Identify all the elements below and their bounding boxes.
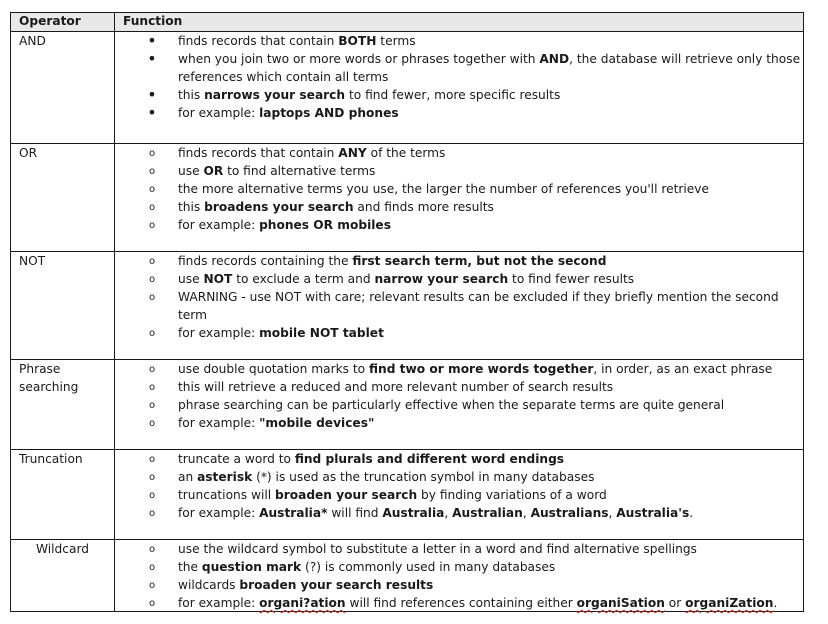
list-item bbox=[123, 486, 803, 504]
bold-text: Australian bbox=[452, 506, 523, 520]
bullet-circle-icon: o bbox=[148, 598, 156, 609]
bullet-circle-icon: o bbox=[148, 544, 156, 555]
bold-text: Australia* bbox=[259, 506, 328, 520]
function-list bbox=[123, 540, 803, 612]
text: the more alternative terms you use, the larger the number of references you'll retrieve bbox=[178, 182, 709, 196]
function-cell bbox=[115, 32, 803, 143]
text: WARNING - use NOT with care; relevant results can be excluded if they briefly mention the second term bbox=[178, 290, 779, 322]
bold-text: "mobile devices" bbox=[259, 416, 375, 430]
text: wildcards bbox=[178, 578, 240, 592]
list-item bbox=[123, 414, 803, 432]
bold-text: question mark bbox=[201, 560, 302, 574]
table-header-row bbox=[11, 13, 803, 31]
bullet-disc-icon: • bbox=[147, 85, 157, 104]
text: phrase searching can be particularly effective when the separate terms are quite general bbox=[178, 398, 725, 412]
list-item bbox=[123, 558, 803, 576]
bold-text: phones OR mobiles bbox=[259, 218, 391, 232]
bullet-circle-icon: o bbox=[148, 256, 156, 267]
text: for example: bbox=[178, 326, 260, 340]
text: (?) is commonly used in many databases bbox=[301, 560, 556, 574]
header-function: Function bbox=[123, 14, 183, 28]
text: finds records containing the bbox=[178, 254, 353, 268]
bold-text: Australia's bbox=[616, 506, 690, 520]
list-item bbox=[123, 576, 803, 594]
text: , bbox=[608, 506, 617, 520]
text: to find alternative terms bbox=[223, 164, 376, 178]
text: of the terms bbox=[366, 146, 446, 160]
function-cell bbox=[115, 252, 803, 359]
text: . bbox=[689, 506, 694, 520]
function-list bbox=[123, 360, 803, 432]
text: , the database will retrieve only those references which contain all terms bbox=[178, 52, 801, 84]
bold-text: broaden your search results bbox=[239, 578, 434, 592]
function-cell bbox=[115, 360, 803, 449]
table-row-or bbox=[11, 143, 803, 251]
text: to find fewer, more specific results bbox=[345, 88, 561, 102]
text: the bbox=[178, 560, 202, 574]
boolean-operators-table bbox=[10, 12, 804, 612]
table-row-wildcard bbox=[11, 539, 803, 611]
function-cell bbox=[115, 450, 803, 539]
list-item bbox=[123, 540, 803, 558]
bullet-circle-icon: o bbox=[148, 400, 156, 411]
bullet-circle-icon: o bbox=[148, 364, 156, 375]
bullet-circle-icon: o bbox=[148, 292, 156, 303]
bold-text: organiZation bbox=[685, 596, 774, 610]
function-list bbox=[123, 32, 803, 122]
text: an bbox=[178, 470, 198, 484]
text: and finds more results bbox=[353, 200, 494, 214]
bullet-circle-icon: o bbox=[148, 166, 156, 177]
list-item bbox=[123, 180, 803, 198]
text: will find references containing either bbox=[345, 596, 577, 610]
bullet-disc-icon: • bbox=[147, 49, 157, 68]
list-item bbox=[123, 360, 803, 378]
operator-cell: Truncation bbox=[11, 450, 115, 539]
bold-text: narrow your search bbox=[374, 272, 509, 286]
function-list bbox=[123, 252, 803, 342]
operator-cell: OR bbox=[11, 144, 115, 251]
list-item bbox=[123, 104, 803, 122]
text: . bbox=[773, 596, 778, 610]
bullet-circle-icon: o bbox=[148, 580, 156, 591]
bullet-circle-icon: o bbox=[148, 328, 156, 339]
bold-text: broaden your search bbox=[274, 488, 418, 502]
operator-cell: NOT bbox=[11, 252, 115, 359]
bullet-circle-icon: o bbox=[148, 562, 156, 573]
bullet-circle-icon: o bbox=[148, 418, 156, 429]
bold-text: BOTH bbox=[338, 34, 377, 48]
list-item bbox=[123, 594, 803, 612]
operator-cell: Phrase searching bbox=[11, 360, 115, 449]
list-item bbox=[123, 378, 803, 396]
text: , in order, as an exact phrase bbox=[593, 362, 773, 376]
bold-text: ANY bbox=[338, 146, 367, 160]
table-row-phrase-searching bbox=[11, 359, 803, 449]
list-item bbox=[123, 468, 803, 486]
text: use the wildcard symbol to substitute a letter in a word and find alternative spellings bbox=[178, 542, 697, 556]
table-row-not bbox=[11, 251, 803, 359]
text: use bbox=[178, 272, 204, 286]
bold-text: narrows your search bbox=[204, 88, 346, 102]
bold-text: NOT bbox=[203, 272, 233, 286]
text: for example: bbox=[178, 106, 260, 120]
bullet-circle-icon: o bbox=[148, 202, 156, 213]
list-item bbox=[123, 396, 803, 414]
text: finds records that contain bbox=[178, 34, 339, 48]
text: , bbox=[444, 506, 453, 520]
bold-text: Australia bbox=[382, 506, 445, 520]
list-item bbox=[123, 86, 803, 104]
bold-text: OR bbox=[203, 164, 224, 178]
list-item bbox=[123, 50, 803, 86]
list-item bbox=[123, 270, 803, 288]
table-row-truncation bbox=[11, 449, 803, 539]
bullet-disc-icon: • bbox=[147, 31, 157, 50]
text: this bbox=[178, 88, 205, 102]
text: truncate a word to bbox=[178, 452, 295, 466]
text: use bbox=[178, 164, 204, 178]
function-cell bbox=[115, 540, 803, 611]
bullet-circle-icon: o bbox=[148, 382, 156, 393]
text: for example: bbox=[178, 416, 260, 430]
bold-text: first search term, but not the second bbox=[352, 254, 607, 268]
text: this will retrieve a reduced and more relevant number of search results bbox=[178, 380, 614, 394]
text: to find fewer results bbox=[508, 272, 635, 286]
table-row-and bbox=[11, 31, 803, 143]
text: for example: bbox=[178, 218, 260, 232]
text: to exclude a term and bbox=[232, 272, 375, 286]
bold-text: Australians bbox=[530, 506, 609, 520]
text: this bbox=[178, 200, 205, 214]
list-item bbox=[123, 32, 803, 50]
bold-text: broadens your search bbox=[204, 200, 354, 214]
text: truncations will bbox=[178, 488, 275, 502]
text: will find bbox=[327, 506, 383, 520]
text: or bbox=[664, 596, 686, 610]
bullet-circle-icon: o bbox=[148, 148, 156, 159]
list-item bbox=[123, 198, 803, 216]
bullet-circle-icon: o bbox=[148, 184, 156, 195]
list-item bbox=[123, 450, 803, 468]
bullet-circle-icon: o bbox=[148, 508, 156, 519]
bullet-circle-icon: o bbox=[148, 274, 156, 285]
list-item bbox=[123, 324, 803, 342]
list-item bbox=[123, 144, 803, 162]
text: , bbox=[522, 506, 531, 520]
text: for example: bbox=[178, 506, 260, 520]
function-list bbox=[123, 144, 803, 234]
text: when you join two or more words or phrases together with bbox=[178, 52, 540, 66]
bullet-circle-icon: o bbox=[148, 472, 156, 483]
function-cell bbox=[115, 144, 803, 251]
operator-cell: Wildcard bbox=[11, 540, 115, 611]
bold-text: organi?ation bbox=[259, 596, 346, 610]
header-operator: Operator bbox=[11, 13, 115, 31]
bold-text: asterisk bbox=[197, 470, 253, 484]
list-item bbox=[123, 504, 803, 522]
bold-text: laptops AND phones bbox=[259, 106, 399, 120]
bold-text: AND bbox=[539, 52, 570, 66]
bold-text: mobile NOT tablet bbox=[259, 326, 384, 340]
text: (*) is used as the truncation symbol in many databases bbox=[252, 470, 595, 484]
bullet-circle-icon: o bbox=[148, 454, 156, 465]
text: by finding variations of a word bbox=[417, 488, 607, 502]
bold-text: find two or more words together bbox=[368, 362, 594, 376]
list-item bbox=[123, 162, 803, 180]
text: for example: bbox=[178, 596, 260, 610]
text: finds records that contain bbox=[178, 146, 339, 160]
text: terms bbox=[376, 34, 416, 48]
list-item bbox=[123, 288, 803, 324]
operator-cell: AND bbox=[11, 32, 115, 143]
bold-text: find plurals and different word endings bbox=[294, 452, 565, 466]
bold-text: organiSation bbox=[576, 596, 665, 610]
bullet-circle-icon: o bbox=[148, 220, 156, 231]
list-item bbox=[123, 216, 803, 234]
bullet-circle-icon: o bbox=[148, 490, 156, 501]
list-item bbox=[123, 252, 803, 270]
text: use double quotation marks to bbox=[178, 362, 369, 376]
function-list bbox=[123, 450, 803, 522]
bullet-disc-icon: • bbox=[147, 103, 157, 122]
